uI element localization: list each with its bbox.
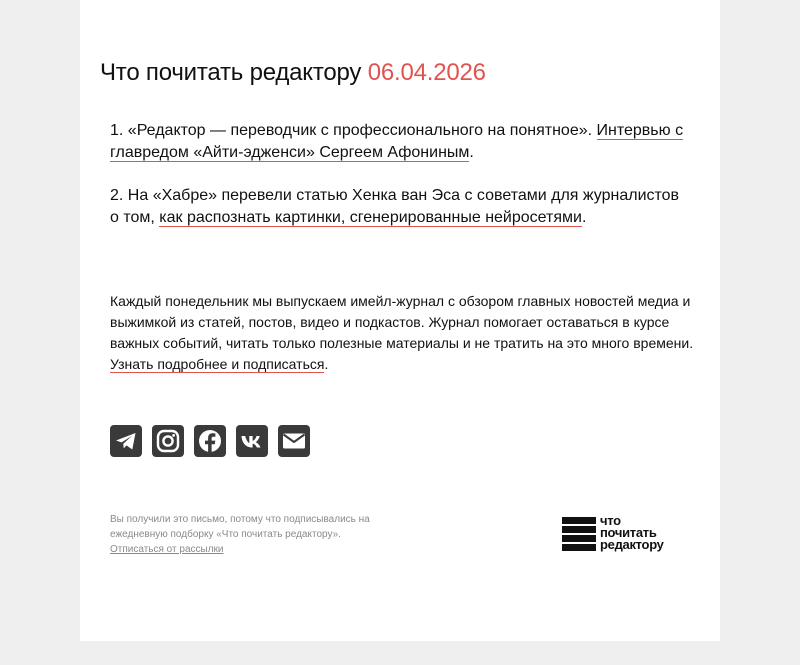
logo-wordmark [600,515,664,551]
facebook-icon[interactable] [194,425,226,457]
social-links [110,425,310,457]
logo-line: редактору [600,537,664,552]
logo-bar [562,517,596,524]
vk-icon[interactable] [236,425,268,457]
title-text: Что почитать редактору [100,59,362,86]
item-link[interactable]: Интервью с главредом «Айти-эдженси» Сергеем Афониным [110,122,684,161]
list-item [110,185,690,229]
logo-line: почитать [600,525,657,540]
logo-bar [562,544,596,551]
about-text: Каждый понедельник мы выпускаем имейл-журнал с обзором главных новостей медиа и выжимкой из статей, постов, видео и подкастов. Журнал помогает оставаться в курсе важных событий, читать только полезные материалы и не тратить на это много времени. [110,293,694,351]
page-title [100,58,486,88]
legal-text: Вы получили это письмо, потому что подписывались на ежедневную подборку «Что почитать редактору». [110,514,370,540]
item-text: 2. На «Хабре» перевели статью Хенка ван Эса с советами для журналистов о том, [110,187,680,226]
subscribe-link[interactable]: Узнать подробнее и подписаться [110,356,325,372]
email-sheet [80,0,720,641]
telegram-icon[interactable] [110,425,142,457]
logo-bar [562,535,596,542]
item-link[interactable]: как распознать картинки, сгенерированные нейросетями [159,209,582,226]
item-suffix: . [469,144,474,161]
digest-list [110,120,690,250]
email-icon[interactable] [278,425,310,457]
item-suffix: . [581,209,587,226]
logo [562,515,692,553]
item-text: 1. «Редактор — переводчик с профессионального на понятное». [110,122,597,139]
about-paragraph [110,291,694,375]
logo-bar [562,526,596,533]
about-suffix: . [324,356,329,372]
list-item [110,120,690,164]
footer-legal [110,512,410,557]
unsubscribe-link[interactable]: Отписаться от рассылки [110,544,224,555]
issue-date: 06.04.2026 [367,59,486,86]
logo-bars [562,517,596,553]
logo-line: что [600,513,621,528]
instagram-icon[interactable] [152,425,184,457]
